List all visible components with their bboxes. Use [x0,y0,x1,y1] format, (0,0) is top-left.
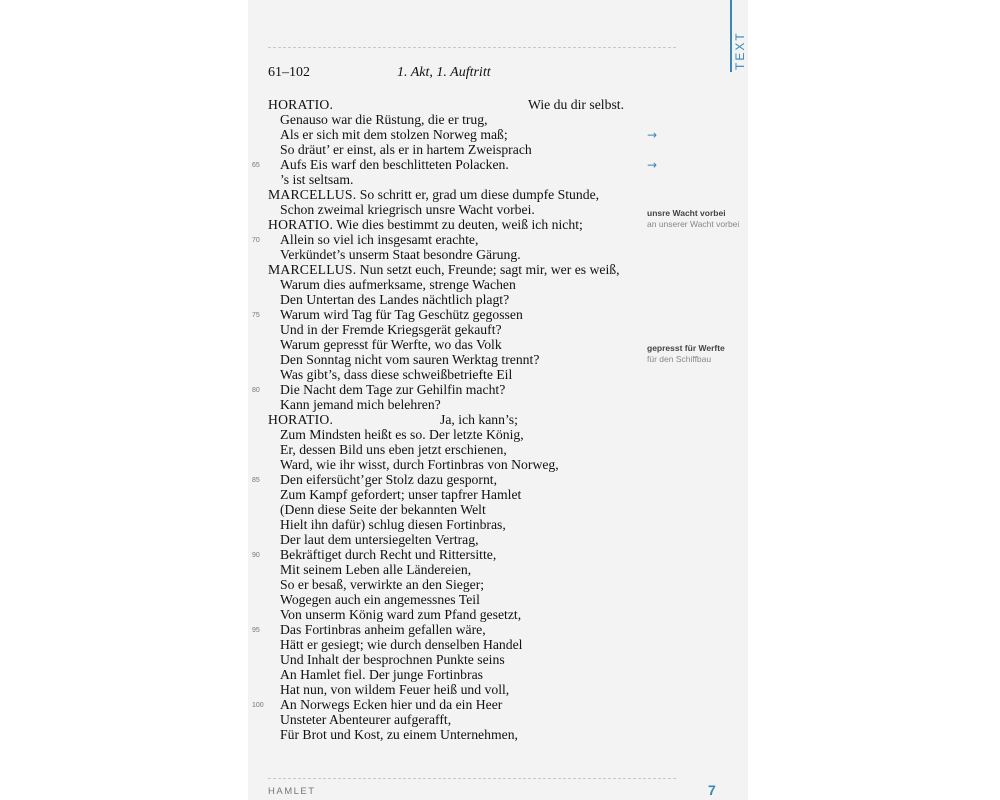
verse-line: Hat nun, von wildem Feuer heiß und voll, [280,682,510,697]
verse-line: Warum dies aufmerksame, strenge Wachen [280,277,516,292]
line-number: 95 [252,627,260,634]
line-number: 100 [252,702,264,709]
verse-line: An Norwegs Ecken hier und da ein Heer [280,697,503,712]
side-tab-line [730,0,732,72]
verse-line: Schon zweimal kriegrisch unsre Wacht vorbei. [280,202,535,217]
verse-line [268,97,625,112]
speaker-name: MARCELLUS. [268,187,357,202]
verse-line: Von unserm König ward zum Pfand gesetzt, [280,607,522,622]
gloss-term: unsre Wacht vorbei [647,208,726,218]
verse-line: Genauso war die Rüstung, die er trug, [280,112,488,127]
gloss-explanation: für den Schiffbau [647,354,712,364]
verse-line: Wogegen auch ein angemessnes Teil [280,592,480,607]
side-tab-text[interactable] [733,31,747,70]
verse-line: Das Fortinbras anheim gefallen wäre, [280,622,486,637]
speaker-name: HORATIO. [268,412,334,427]
verse-line: MARCELLUS. Nun setzt euch, Freunde; sagt mir, wer es weiß, [268,262,620,277]
verse-line: MARCELLUS. So schritt er, grad um diese dumpfe Stunde, [268,187,600,202]
line-number: 70 [252,237,260,244]
line-range: 61–102 [268,65,310,80]
margin-gloss [647,208,742,230]
verse-line: Für Brot und Kost, zu einem Unternehmen, [280,727,518,742]
line-continuation: Wie du dir selbst. [528,97,625,112]
verse-line: Der laut dem untersiegelten Vertrag, [280,532,479,547]
verse-line: Als er sich mit dem stolzen Norweg maß; [280,127,508,142]
verse-line: HORATIO. Wie dies bestimmt zu deuten, weiß ich nicht; [268,217,583,232]
verse-line: Und Inhalt der besprochnen Punkte seins [280,652,505,667]
bottom-divider [268,778,676,779]
gloss-explanation: an unserer Wacht vorbei [647,219,740,229]
verse-line: Hätt er gesiegt; wie durch denselben Handel [280,637,523,652]
line-number: 80 [252,387,260,394]
verse-line: Und in der Fremde Kriegsgerät gekauft? [280,322,502,337]
speaker-name: HORATIO. [268,97,334,112]
line-number: 90 [252,552,260,559]
section-title: 1. Akt, 1. Auftritt [397,65,491,80]
verse-line: Kann jemand mich belehren? [280,397,441,412]
line-number: 75 [252,312,260,319]
verse-line: Verkündet’s unserm Staat besondre Gärung. [280,247,521,262]
speaker-name: HORATIO. [268,217,334,232]
verse-line: Warum wird Tag für Tag Geschütz gegossen [280,307,523,322]
verse-line: Den eifersücht’ger Stolz dazu gespornt, [280,472,498,487]
gloss-term: gepresst für Werfte [647,343,725,353]
verse-line: An Hamlet fiel. Der junge Fortinbras [280,667,483,682]
verse-line: Zum Mindsten heißt es so. Der letzte König, [280,427,524,442]
top-divider [268,47,676,48]
page-number: 7 [708,782,716,798]
verse-line: Zum Kampf gefordert; unser tapfrer Hamlet [280,487,522,502]
line-number: 65 [252,162,260,169]
verse-line: Was gibt’s, dass diese schweißbetriefte Eil [280,367,513,382]
side-tab-label: TEXT [733,31,747,70]
line-number: 85 [252,477,260,484]
verse-line: So dräut’ er einst, als er in hartem Zweisprach [280,142,532,157]
verse-line: Den Untertan des Landes nächtlich plagt? [280,292,510,307]
verse-line: So er besaß, verwirkte an den Sieger; [280,577,485,592]
verse-line: (Denn diese Seite der bekannten Welt [280,502,486,517]
verse-line: Er, dessen Bild uns eben jetzt erschienen, [280,442,507,457]
verse-line: Unsteter Abenteurer aufgerafft, [280,712,452,727]
verse-line: Warum gepresst für Werfte, wo das Volk [280,337,502,352]
annotation-arrow-icon[interactable]: → [647,158,658,172]
running-title: HAMLET [268,786,316,797]
verse-line: Ward, wie ihr wisst, durch Fortinbras von Norweg, [280,457,559,472]
verse-line: ’s ist seltsam. [280,172,354,187]
verse-line: Den Sonntag nicht vom sauren Werktag trennt? [280,352,540,367]
verse-line: Hielt ihn dafür) schlug diesen Fortinbras, [280,517,506,532]
verse-line: Bekräftiget durch Recht und Rittersitte, [280,547,497,562]
verse-line: Aufs Eis warf den beschlitteten Polacken. [280,157,509,172]
speaker-name: MARCELLUS. [268,262,357,277]
verse-line: Allein so viel ich insgesamt erachte, [280,232,479,247]
margin-gloss [647,343,742,365]
verse-line: Mit seinem Leben alle Ländereien, [280,562,472,577]
verse-line: Die Nacht dem Tage zur Gehilfin macht? [280,382,506,397]
verse-line [268,412,518,427]
line-continuation: Ja, ich kann’s; [440,412,518,427]
annotation-arrow-icon[interactable]: → [647,128,658,142]
